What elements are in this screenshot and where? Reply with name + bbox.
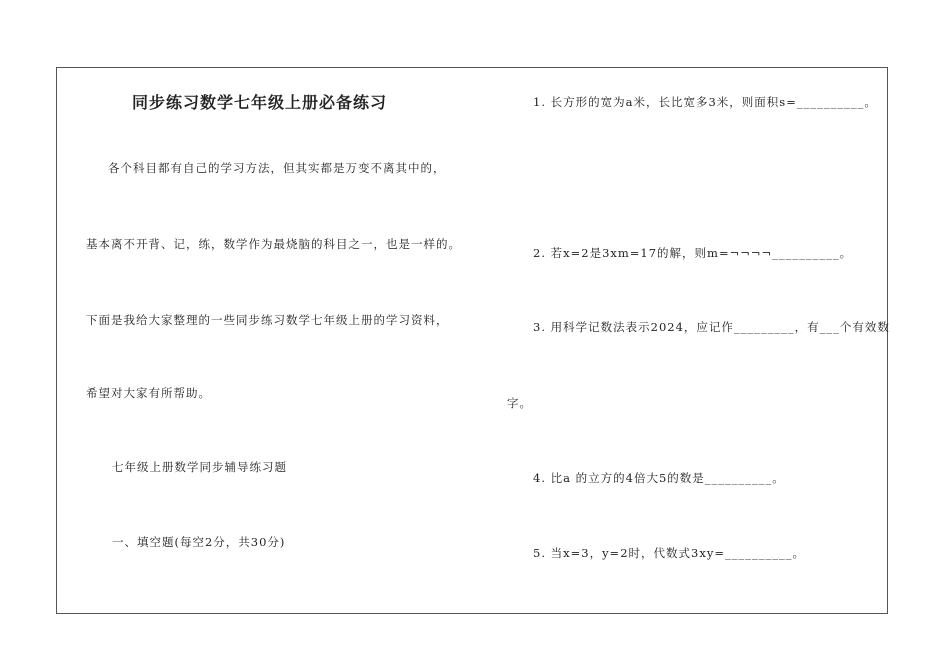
question-1: 1. 长方形的宽为a米，长比宽多3米，则面积s=__________。 [533, 95, 877, 109]
intro-line-4: 希望对大家有所帮助。 [86, 386, 211, 400]
intro-line-1: 各个科目都有自己的学习方法，但其实都是万变不离其中的， [108, 161, 446, 175]
intro-line-3: 下面是我给大家整理的一些同步练习数学七年级上册的学习资料， [86, 313, 449, 327]
section-title: 七年级上册数学同步辅导练习题 [112, 460, 287, 474]
question-3-continuation: 字。 [507, 396, 532, 410]
question-4: 4. 比a 的立方的4倍大5的数是__________。 [533, 471, 785, 485]
page-frame [56, 67, 888, 614]
document-title: 同步练习数学七年级上册必备练习 [132, 93, 388, 112]
part-heading: 一、填空题(每空2分，共30分) [112, 535, 286, 549]
question-2: 2. 若x=2是3xm=17的解，则m=¬¬¬¬__________。 [533, 246, 853, 260]
question-3: 3. 用科学记数法表示2024，应记作_________，有___个有效数 [533, 320, 890, 334]
intro-line-2: 基本离不开背、记，练，数学作为最烧脑的科目之一，也是一样的。 [86, 237, 461, 251]
question-5: 5. 当x=3，y=2时，代数式3xy=__________。 [533, 546, 805, 560]
